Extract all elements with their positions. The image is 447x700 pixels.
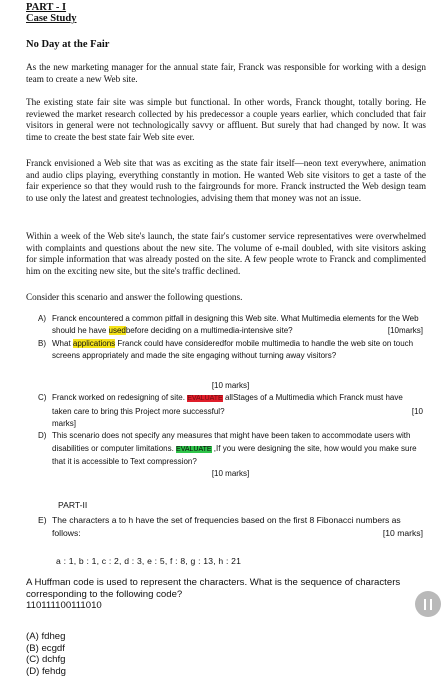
marks-label: marks] [52, 419, 76, 429]
question-label: E) [38, 515, 47, 525]
question-text: The characters a to h have the set of frequencies based on the first 8 Fibonacci numbers as follows: [52, 515, 401, 538]
part-heading: PART - I [26, 2, 67, 13]
paragraph-3: Franck envisioned a Web site that was as exciting as the state fair itself—neon text everywhere, animation and audio clips playing, everything constantly in motion. He wanted Web site visitors to get a taste of the fair experience so that they would rush to the fairgrounds for more. Franck instructed the Web design team to use only the latest and greatest technologies, advising them that money was not an issue. [26, 158, 426, 203]
question-list [38, 313, 423, 481]
highlight-yellow: used [108, 326, 126, 336]
scroll-handle-button[interactable] [415, 591, 441, 617]
question-b [38, 338, 423, 363]
part-2-heading: PART-II [58, 500, 88, 510]
question-d [38, 430, 423, 468]
answer-options [26, 631, 66, 677]
question-e-body [38, 514, 423, 540]
question-text: What [52, 338, 73, 348]
highlight-green: EVALUATE [176, 445, 212, 453]
marks-label: [10marks] [387, 326, 423, 336]
option-b[interactable]: (B) ecgdf [26, 642, 65, 654]
question-text: Franck encountered a common pitfall in designing this Web site. What Multimedia elements for the Web should he have [52, 314, 419, 336]
question-text: This scenario does not specify any measures that might have been taken to accommodate users with disabilities or computer limitations. [52, 431, 411, 453]
question-c [38, 392, 423, 430]
paragraph-1: As the new marketing manager for the annual state fair, Franck was responsible for working with a design team to create a new Web site. [26, 62, 426, 84]
option-a[interactable]: (A) fdheg [26, 631, 66, 642]
pause-bars-icon [424, 599, 426, 610]
question-text: before deciding on a multimedia-intensive site? [125, 326, 293, 336]
question-label: B) [38, 338, 46, 348]
huffman-question [26, 577, 406, 612]
marks-label: [10 marks] [211, 469, 250, 479]
question-e [38, 514, 423, 540]
option-c[interactable]: (C) dchfg [26, 654, 66, 665]
highlight-red: EVALUATE [187, 395, 223, 403]
question-text: Franck worked on redesigning of site. [52, 393, 188, 403]
frequency-list: a : 1, b : 1, c : 2, d : 3, e : 5, f : 8, g : 13, h : 21 [56, 556, 242, 566]
question-label: D) [38, 431, 47, 441]
case-title: No Day at the Fair [26, 39, 110, 50]
marks-label: [10 marks] [211, 381, 250, 391]
question-label: C) [38, 393, 47, 403]
question-text: ,If you were designing the site, how would you make sure that it is accessible to Text compression? [52, 443, 417, 466]
question-a [38, 313, 423, 338]
highlight-yellow: applications [72, 338, 116, 348]
paragraph-2: The existing state fair site was simple but functional. In other words, Franck thought, totally boring. He reviewed the market research collected by his predecessor a couple years earlier, which concluded that fair visitors in general were not technologically savvy or affluent. But surely that had changed by now. It was time to create the best state fair Web site ever. [26, 97, 426, 142]
consider-instruction: Consider this scenario and answer the following questions. [26, 292, 243, 302]
marks-label: [10 [411, 406, 423, 416]
case-study-heading: Case Study [26, 13, 77, 24]
question-text: allStages of a Multimedia which Franck must have taken care to bring this Project more successful? [52, 393, 403, 416]
option-d[interactable]: (D) fehdg [26, 665, 66, 677]
paragraph-4: Within a week of the Web site's launch, the state fair's customer service representatives were overwhelmed with complaints and questions about the new site. The volume of e-mail doubled, with site visitors asking for simple information that was already posted on the site. A few people wrote to Franck and complimented him on the exciting new site, but the site's traffic declined. [26, 231, 426, 276]
huffman-question-text: A Huffman code is used to represent the characters. What is the sequence of characters corresponding to the following code? [26, 577, 401, 600]
pause-bars-icon [430, 599, 432, 610]
marks-label: [10 marks] [382, 528, 423, 538]
question-label: A) [38, 314, 46, 323]
question-text: Franck could have consideredfor mobile multimedia to handle the web site on touch screens appropriately and made the site engaging without turning away visitors? [52, 338, 414, 360]
huffman-code: 110111100111010 [26, 600, 102, 611]
